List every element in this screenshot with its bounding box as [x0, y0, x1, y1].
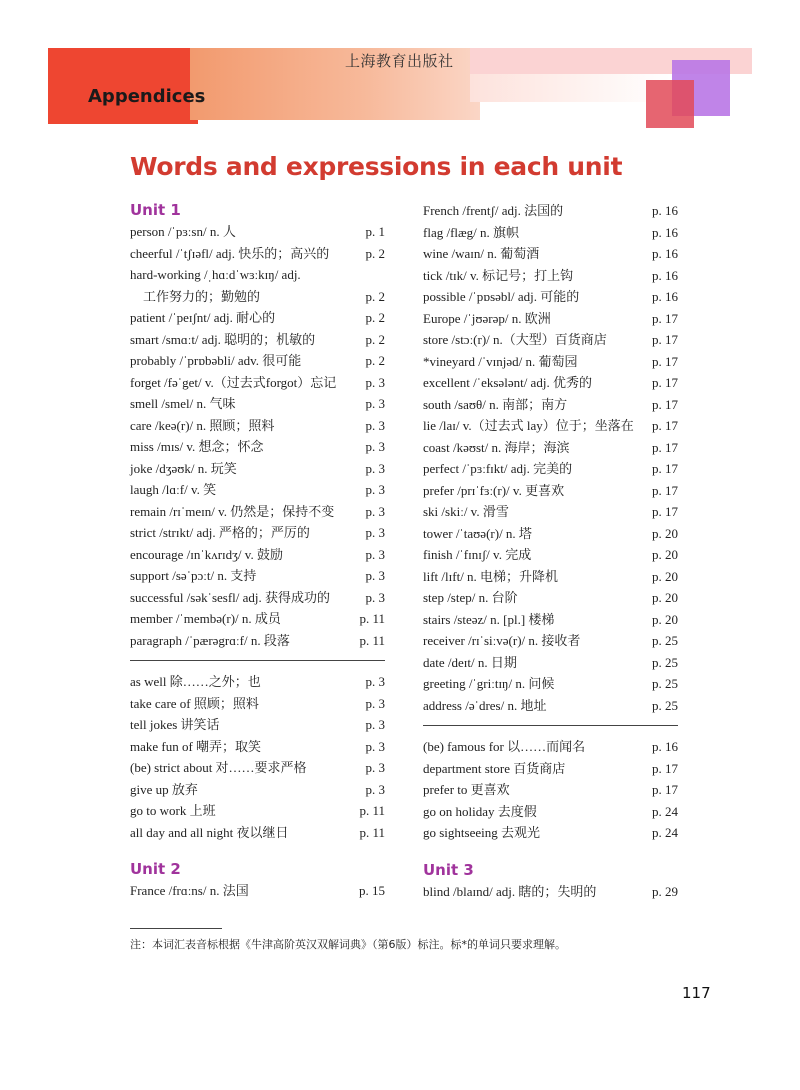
word-list: [130, 221, 385, 651]
unit-heading: Unit 2: [130, 860, 181, 878]
footnote: 注：本词汇表音标根据《牛津高阶英汉双解词典》（第6版）标注。标*的单词只要求理解。: [130, 938, 566, 951]
entry-text: perfect /ˈpɜːfɪkt/ adj. 完美的: [423, 461, 573, 476]
entry-text: remain /rɪˈmeɪn/ v. 仍然是；保持不变: [130, 503, 335, 519]
section-divider: [423, 725, 678, 726]
page-ref: p. 3: [365, 417, 385, 433]
entry-text: support /səˈpɔːt/ n. 支持: [130, 568, 257, 583]
page-ref: p. 25: [652, 633, 678, 648]
list-item: [423, 652, 678, 674]
entry-text: ski /skiː/ v. 滑雪: [423, 504, 509, 519]
entry-text: member /ˈmembə(r)/ n. 成员: [130, 611, 281, 626]
page-ref: p. 3: [365, 546, 385, 562]
page-ref: p. 29: [652, 883, 678, 899]
list-item: [423, 609, 678, 631]
page-ref: p. 20: [652, 525, 678, 541]
phrase-list: [423, 736, 678, 844]
list-item: [423, 673, 678, 695]
entry-text: blind /blaɪnd/ adj. 瞎的；失明的: [423, 883, 597, 899]
list-item: [130, 221, 385, 243]
right-column: [423, 200, 678, 902]
list-item: [423, 779, 678, 801]
page-ref: p. 16: [652, 739, 678, 754]
entry-text: all day and all night 夜以继日: [130, 824, 289, 840]
list-item: [130, 436, 385, 458]
entry-text: tick /tɪk/ v. 标记号；打上钩: [423, 267, 574, 283]
entry-text: prefer /prɪˈfɜː(r)/ v. 更喜欢: [423, 482, 565, 498]
list-item: [130, 608, 385, 630]
list-item: [423, 587, 678, 609]
list-item: [130, 671, 385, 693]
list-item: [423, 437, 678, 459]
page-ref: p. 17: [652, 482, 678, 498]
list-item: [423, 372, 678, 394]
page-ref: p. 16: [652, 224, 678, 240]
entry-text: as well 除……之外；也: [130, 674, 261, 689]
page-ref: p. 3: [365, 717, 385, 732]
page-ref: p. 16: [652, 246, 678, 261]
entry-text: smell /smel/ n. 气味: [130, 396, 236, 411]
entry-text: take care of 照顾；照料: [130, 695, 259, 711]
entry-text: encourage /ɪnˈkʌrɪdʒ/ v. 鼓励: [130, 546, 283, 562]
page-ref: p. 20: [652, 611, 678, 627]
list-item: [423, 265, 678, 287]
entry-text: French /frentʃ/ adj. 法国的: [423, 203, 564, 218]
unit-heading: Unit 3: [423, 860, 474, 879]
entry-text: patient /ˈpeɪʃnt/ adj. 耐心的: [130, 310, 276, 325]
word-list: [423, 881, 678, 903]
list-item: [130, 350, 385, 372]
page-ref: p. 3: [365, 374, 385, 390]
entry-text: south /saʊθ/ n. 南部；南方: [423, 396, 568, 412]
list-item: [130, 544, 385, 566]
entry-text: go to work 上班: [130, 803, 216, 818]
list-item: [423, 801, 678, 823]
page-ref: p. 3: [365, 525, 385, 540]
list-item: [423, 695, 678, 717]
section-label: Appendices: [88, 86, 206, 107]
entry-text: step /step/ n. 台阶: [423, 590, 518, 605]
entry-text: tower /ˈtaʊə(r)/ n. 塔: [423, 525, 532, 541]
entry-text: give up 放弃: [130, 781, 198, 797]
page-ref: p. 3: [365, 695, 385, 711]
list-item: [130, 501, 385, 523]
page-ref: p. 17: [652, 332, 678, 347]
list-item: [423, 394, 678, 416]
list-item: [423, 222, 678, 244]
page-ref: p. 2: [365, 288, 385, 304]
page-ref: p. 15: [359, 883, 385, 898]
page-ref: p. 3: [365, 568, 385, 583]
entry-text: smart /smɑːt/ adj. 聪明的；机敏的: [130, 331, 316, 347]
entry-text: paragraph /ˈpærəgrɑːf/ n. 段落: [130, 632, 290, 648]
page-title: Words and expressions in each unit: [130, 152, 623, 181]
list-item: [423, 758, 678, 780]
entry-text: laugh /lɑːf/ v. 笑: [130, 482, 217, 497]
page-ref: p. 3: [365, 760, 385, 775]
page-ref: p. 20: [652, 590, 678, 605]
list-item: [130, 264, 385, 286]
page-ref: p. 16: [652, 289, 678, 304]
list-item: [423, 308, 678, 330]
entry-text: probably /ˈprɒbəbli/ adv. 很可能: [130, 353, 302, 368]
header-fade-band: [470, 74, 670, 102]
page-ref: p. 16: [652, 267, 678, 283]
list-item: [130, 714, 385, 736]
entry-text: person /ˈpɜːsn/ n. 人: [130, 224, 236, 239]
page-ref: p. 2: [365, 353, 385, 368]
publisher-name: 上海教育出版社: [345, 52, 454, 70]
list-item: [423, 458, 678, 480]
list-item: [130, 822, 385, 844]
entry-text: (be) strict about 对……要求严格: [130, 760, 307, 775]
entry-text: forget /fəˈget/ v.（过去式forgot）忘记: [130, 374, 337, 390]
word-list: [423, 200, 678, 716]
page-ref: p. 11: [359, 611, 385, 626]
entry-text: go sightseeing 去观光: [423, 825, 540, 840]
entry-text: (be) famous for 以……而闻名: [423, 739, 586, 754]
list-item: [130, 329, 385, 351]
page-ref: p. 1: [365, 224, 385, 239]
list-item: [130, 880, 385, 902]
list-item: [130, 243, 385, 265]
list-item: [130, 479, 385, 501]
footnote-divider: [130, 928, 222, 929]
list-item: [423, 415, 678, 437]
entry-text: cheerful /ˈtʃɪəfl/ adj. 快乐的；高兴的: [130, 245, 330, 261]
list-item: [130, 307, 385, 329]
entry-text: greeting /ˈgriːtɪŋ/ n. 问候: [423, 676, 555, 691]
page-ref: p. 3: [365, 396, 385, 411]
list-item: [423, 736, 678, 758]
list-item: [130, 565, 385, 587]
entry-text: store /stɔː(r)/ n.（大型）百货商店: [423, 332, 607, 347]
page-ref: p. 3: [365, 738, 385, 754]
list-item: [130, 693, 385, 715]
list-item: [423, 630, 678, 652]
entry-text: lift /lɪft/ n. 电梯；升降机: [423, 568, 559, 584]
entry-text: address /əˈdres/ n. 地址: [423, 697, 547, 713]
page-ref: p. 25: [652, 654, 678, 670]
list-item: [130, 286, 385, 308]
page-ref: p. 17: [652, 310, 678, 326]
page-ref: p. 16: [652, 203, 678, 218]
page-ref: p. 3: [365, 503, 385, 519]
page-ref: p. 25: [652, 697, 678, 713]
page-ref: p. 2: [365, 310, 385, 325]
list-item: [130, 372, 385, 394]
page-ref: p. 17: [652, 782, 678, 797]
entry-text: tell jokes 讲笑话: [130, 717, 220, 732]
page-ref: p. 20: [652, 547, 678, 562]
list-item: [423, 881, 678, 903]
word-list: [130, 880, 385, 902]
page-ref: p. 17: [652, 461, 678, 476]
entry-text: prefer to 更喜欢: [423, 782, 510, 797]
entry-text: successful /səkˈsesfl/ adj. 获得成功的: [130, 589, 331, 605]
entry-text: Europe /ˈjʊərəp/ n. 欧洲: [423, 310, 551, 326]
entry-text: wine /waɪn/ n. 葡萄酒: [423, 246, 540, 261]
entry-text: miss /mɪs/ v. 想念；怀念: [130, 439, 264, 454]
list-item: [423, 351, 678, 373]
entry-text: date /deɪt/ n. 日期: [423, 654, 517, 670]
entry-text: care /keə(r)/ n. 照顾；照料: [130, 417, 275, 433]
page-ref: p. 3: [365, 482, 385, 497]
page-ref: p. 17: [652, 375, 678, 390]
page-ref: p. 17: [652, 439, 678, 455]
list-item: [130, 800, 385, 822]
unit-heading: Unit 1: [130, 201, 181, 219]
list-item: [423, 243, 678, 265]
entry-text: go on holiday 去度假: [423, 803, 537, 819]
page-ref: p. 17: [652, 504, 678, 519]
page-ref: p. 3: [365, 439, 385, 454]
page-number: 117: [682, 984, 711, 1002]
entry-text: hard-working /ˌhɑːdˈwɜːkɪŋ/ adj.: [130, 267, 301, 282]
list-item: [130, 779, 385, 801]
entry-text: possible /ˈpɒsəbl/ adj. 可能的: [423, 289, 580, 304]
phrase-list: [130, 671, 385, 843]
page-ref: p. 24: [652, 825, 678, 840]
entry-text: *vineyard /ˈvɪnjəd/ n. 葡萄园: [423, 353, 578, 369]
page-ref: p. 3: [365, 460, 385, 476]
entry-text: flag /flæg/ n. 旗帜: [423, 224, 520, 240]
list-item: [423, 480, 678, 502]
list-item: [423, 329, 678, 351]
left-column: [130, 200, 385, 902]
entry-text: strict /strɪkt/ adj. 严格的；严厉的: [130, 525, 310, 540]
list-item: [130, 630, 385, 652]
page-ref: p. 11: [359, 803, 385, 818]
entry-text: excellent /ˈeksələnt/ adj. 优秀的: [423, 375, 592, 390]
list-item: [130, 757, 385, 779]
entry-text: receiver /rɪˈsiːvə(r)/ n. 接收者: [423, 633, 581, 648]
page-ref: p. 11: [359, 824, 385, 840]
section-divider: [130, 660, 385, 661]
page-ref: p. 25: [652, 676, 678, 691]
page-ref: p. 17: [652, 418, 678, 433]
entry-text: joke /dʒəʊk/ n. 玩笑: [130, 460, 237, 476]
page-ref: p. 17: [652, 396, 678, 412]
list-item: [130, 587, 385, 609]
list-item: [130, 415, 385, 437]
list-item: [423, 523, 678, 545]
page-ref: p. 11: [359, 632, 385, 648]
list-item: [423, 286, 678, 308]
page-ref: p. 3: [365, 674, 385, 689]
list-item: [423, 501, 678, 523]
page-ref: p. 3: [365, 781, 385, 797]
page-ref: p. 2: [365, 245, 385, 261]
page-ref: p. 17: [652, 760, 678, 776]
entry-text: lie /laɪ/ v.（过去式 lay）位于；坐落在: [423, 418, 634, 433]
entry-text: department store 百货商店: [423, 760, 566, 776]
list-item: [423, 822, 678, 844]
list-item: [423, 544, 678, 566]
page-ref: p. 3: [365, 589, 385, 605]
list-item: [130, 458, 385, 480]
entry-text: finish /ˈfɪnɪʃ/ v. 完成: [423, 547, 532, 562]
page-ref: p. 24: [652, 803, 678, 819]
list-item: [130, 522, 385, 544]
list-item: [423, 200, 678, 222]
list-item: [423, 566, 678, 588]
entry-text: 工作努力的；勤勉的: [130, 288, 261, 304]
list-item: [130, 736, 385, 758]
page-ref: p. 2: [365, 331, 385, 347]
list-item: [130, 393, 385, 415]
entry-text: stairs /steəz/ n. [pl.] 楼梯: [423, 611, 555, 627]
decor-red-square: [646, 80, 694, 128]
entry-text: France /frɑːns/ n. 法国: [130, 883, 249, 898]
page-ref: p. 17: [652, 353, 678, 369]
entry-text: coast /kəʊst/ n. 海岸；海滨: [423, 439, 570, 455]
entry-text: make fun of 嘲弄；取笑: [130, 738, 262, 754]
page-ref: p. 20: [652, 568, 678, 584]
